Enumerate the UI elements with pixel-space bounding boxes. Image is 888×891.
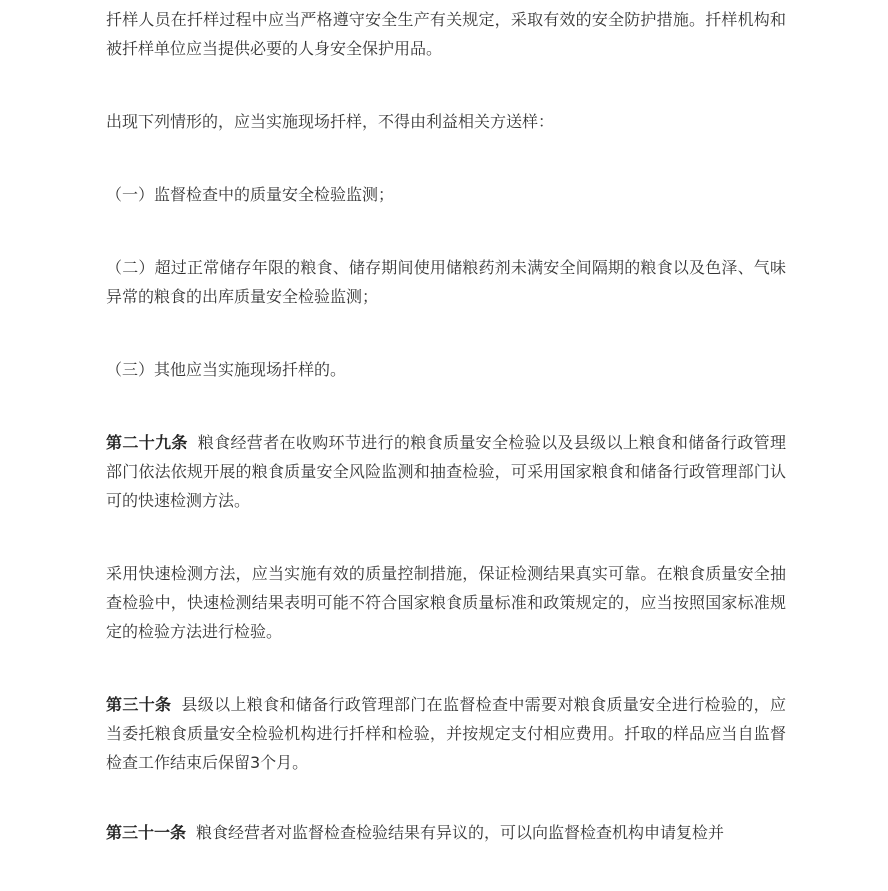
article-29-text: 粮食经营者在收购环节进行的粮食质量安全检验以及县级以上粮食和储备行政管理部门依法依规开展的粮食质量安全风险监测和抽查检验，可采用国家粮食和储备行政管理部门认可的快速检测方法。 [106,433,786,510]
article-31-text: 粮食经营者对监督检查检验结果有异议的，可以向监督检查机构申请复检并 [196,823,725,842]
article-29-number: 第二十九条 [106,433,188,452]
article-31 [106,818,786,847]
article-31-number: 第三十一条 [106,823,187,842]
paragraph-sampling-safety: 扦样人员在扦样过程中应当严格遵守安全生产有关规定，采取有效的安全防护措施。扦样机构和被扦样单位应当提供必要的人身安全保护用品。 [106,10,786,58]
article-29 [106,428,786,515]
list-item-1: （一）监督检查中的质量安全检验监测； [106,185,395,204]
paragraph-onsite-sampling-intro: 出现下列情形的，应当实施现场扦样，不得由利益相关方送样： [106,112,555,131]
article-30-number: 第三十条 [106,695,172,714]
paragraph-rapid-testing: 采用快速检测方法，应当实施有效的质量控制措施，保证检测结果真实可靠。在粮食质量安全抽查检验中，快速检测结果表明可能不符合国家粮食质量标准和政策规定的，应当按照国家标准规定的检验方法进行检验。 [106,564,786,641]
article-30-text: 县级以上粮食和储备行政管理部门在监督检查中需要对粮食质量安全进行检验的，应当委托粮食质量安全检验机构进行扦样和检验，并按规定支付相应费用。扦取的样品应当自监督检查工作结束后保留3个月。 [106,695,786,772]
list-item-3: （三）其他应当实施现场扦样的。 [106,360,347,379]
document-body [106,5,786,891]
list-item-2: （二）超过正常储存年限的粮食、储存期间使用储粮药剂未满安全间隔期的粮食以及色泽、气味异常的粮食的出库质量安全检验监测； [106,258,786,306]
